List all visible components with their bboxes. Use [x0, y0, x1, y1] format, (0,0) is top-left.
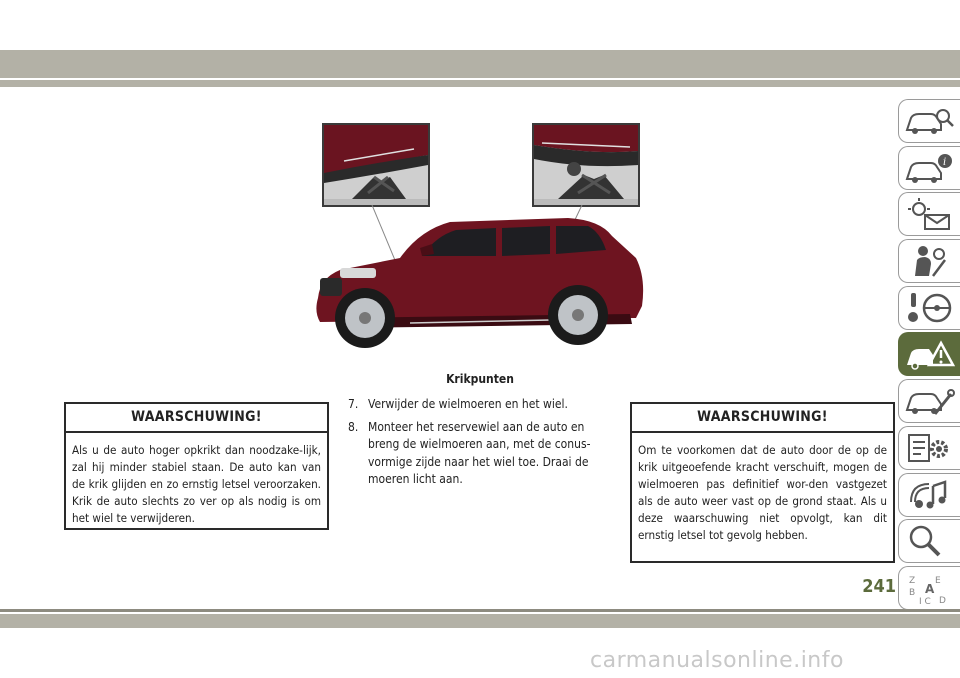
- bottom-decor-band: [0, 614, 960, 628]
- chapter-tabs: [898, 99, 960, 613]
- warning-light-message-icon: [905, 197, 955, 231]
- tab-multimedia[interactable]: [898, 473, 960, 517]
- multimedia-music-icon: [905, 478, 955, 512]
- warning-heading: WAARSCHUWING!: [632, 404, 893, 433]
- svg-text:A: A: [925, 581, 935, 596]
- car-wrench-icon: [905, 384, 955, 418]
- tab-car-info[interactable]: [898, 146, 960, 190]
- steering-wheel-icon: [905, 291, 955, 325]
- tab-index[interactable]: [898, 519, 960, 563]
- car-magnifier-icon: [905, 104, 955, 138]
- jacking-points-figure: [300, 118, 660, 368]
- figure-caption: Krikpunten: [446, 372, 514, 386]
- warning-heading: WAARSCHUWING!: [66, 404, 327, 433]
- car-info-icon: [905, 151, 955, 185]
- warning-text: Als u de auto hoger opkrikt dan noodzake-lijk, zal hij minder stabiel staan. De auto kan van de krik glijden en zo ernstig letsel veroorzaken. Krik de auto slechts zo ver op als nodig is om het wiel te verwijderen.: [72, 443, 321, 525]
- tab-driving[interactable]: [898, 286, 960, 330]
- tab-emergency[interactable]: [898, 332, 960, 376]
- bottom-decor-line: [0, 609, 960, 612]
- step-text: Verwijder de wielmoeren en het wiel.: [368, 397, 568, 411]
- car-breakdown-warning-icon: [905, 337, 955, 371]
- svg-text:B: B: [909, 587, 916, 598]
- tab-maintenance[interactable]: [898, 379, 960, 423]
- person-seatbelt-icon: [905, 244, 955, 278]
- page-number: 241: [862, 576, 896, 597]
- top-decor-line: [0, 80, 960, 87]
- alphabet-index-icon: [905, 571, 955, 605]
- svg-text:i: i: [943, 156, 947, 168]
- procedure-steps: [348, 396, 616, 494]
- step-text: Monteer het reservewiel aan de auto en breng de wielmoeren aan, met de conus-vormige zijde naar het wiel toe. Draai de moeren licht aan.: [368, 419, 591, 486]
- step-number: 8.: [348, 419, 359, 434]
- tab-safety[interactable]: [898, 239, 960, 283]
- tab-specifications[interactable]: [898, 426, 960, 470]
- step-number: 7.: [348, 397, 359, 411]
- svg-text:E: E: [935, 575, 941, 586]
- step-7: [348, 396, 616, 414]
- warning-box-right: [630, 402, 895, 563]
- tab-alphabetical-index[interactable]: [898, 566, 960, 610]
- suv-illustration: [300, 118, 660, 368]
- watermark: carmanualsonline.info: [590, 648, 844, 673]
- step-8: [348, 419, 616, 489]
- tab-car-magnifier[interactable]: [898, 99, 960, 143]
- svg-text:I C: I C: [919, 596, 931, 605]
- warning-text: Om te voorkomen dat de auto door de op de krik uitgeoefende kracht verschuift, mogen de wielmoeren pas definitief wor-den vastgezet als de auto weer vast op de grond staat. Als u deze waarschuwing niet opvolgt, kan dit ernstig letsel tot gevolg hebben.: [638, 443, 887, 542]
- top-decor-band: [0, 50, 960, 78]
- tab-warning-lights[interactable]: [898, 192, 960, 236]
- warning-box-left: [64, 402, 329, 530]
- specifications-gear-icon: [905, 431, 955, 465]
- search-index-icon: [905, 524, 955, 558]
- svg-text:D: D: [939, 595, 946, 605]
- svg-text:Z: Z: [909, 575, 916, 586]
